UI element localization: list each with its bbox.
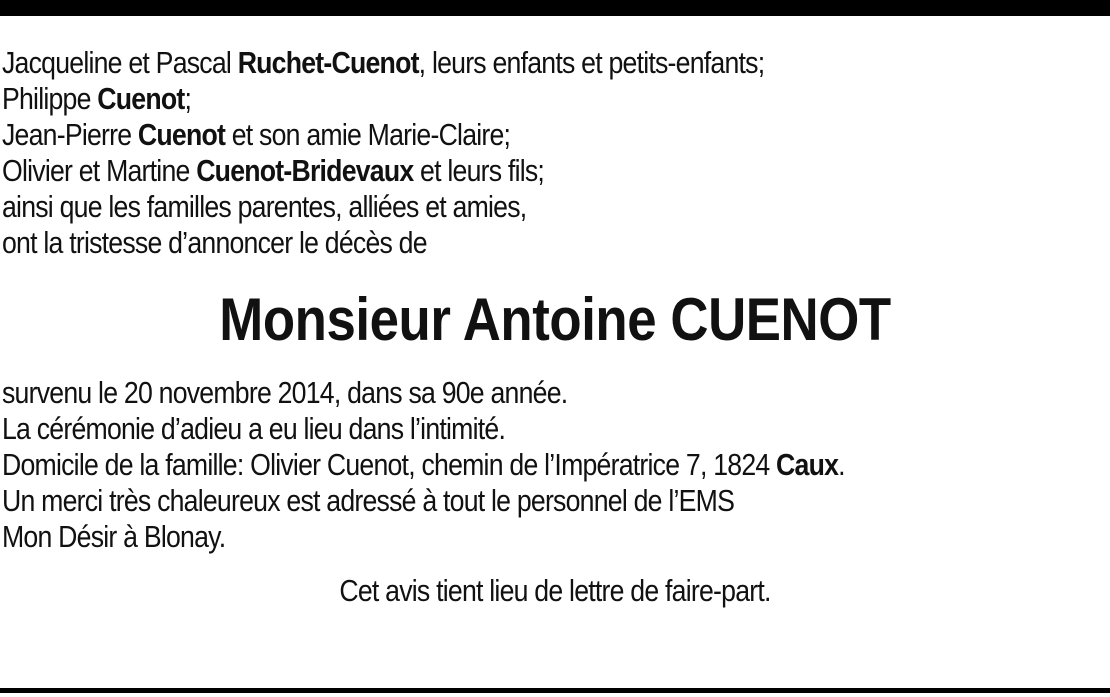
locality-name: Caux	[776, 447, 839, 482]
details-line: Domicile de la famille: Olivier Cuenot, chemin de l’Impératrice 7, 1824 Caux.	[2, 447, 845, 482]
family-surname: Cuenot	[137, 117, 226, 152]
top-border-rule	[0, 0, 1110, 16]
family-surname: Cuenot-Bridevaux	[196, 153, 414, 188]
notice-details	[2, 375, 1108, 555]
family-line: ont la tristesse d’annoncer le décès de	[2, 225, 427, 260]
family-announcement	[2, 45, 1108, 261]
details-line: survenu le 20 novembre 2014, dans sa 90e année.	[2, 375, 568, 410]
details-line: La cérémonie d’adieu a eu lieu dans l’intimité.	[2, 411, 506, 446]
family-surname: Cuenot	[97, 81, 185, 116]
closing-statement: Cet avis tient lieu de lettre de faire-part.	[339, 573, 771, 608]
family-line: ainsi que les familles parentes, alliées et amies,	[2, 189, 527, 224]
details-line: Un merci très chaleureux est adressé à tout le personnel de l’EMS	[2, 483, 735, 518]
family-line: Jacqueline et Pascal Ruchet-Cuenot, leurs enfants et petits-enfants;	[2, 45, 765, 80]
family-surname: Ruchet-Cuenot	[237, 45, 419, 80]
family-line: Olivier et Martine Cuenot-Bridevaux et leurs fils;	[2, 153, 545, 188]
family-line: Philippe Cuenot;	[2, 81, 192, 116]
details-line: Mon Désir à Blonay.	[2, 519, 226, 554]
family-line: Jean-Pierre Cuenot et son amie Marie-Claire;	[2, 117, 511, 152]
deceased-name: Monsieur Antoine CUENOT	[219, 286, 891, 353]
bottom-border-rule	[0, 688, 1110, 693]
death-notice	[2, 45, 1108, 609]
